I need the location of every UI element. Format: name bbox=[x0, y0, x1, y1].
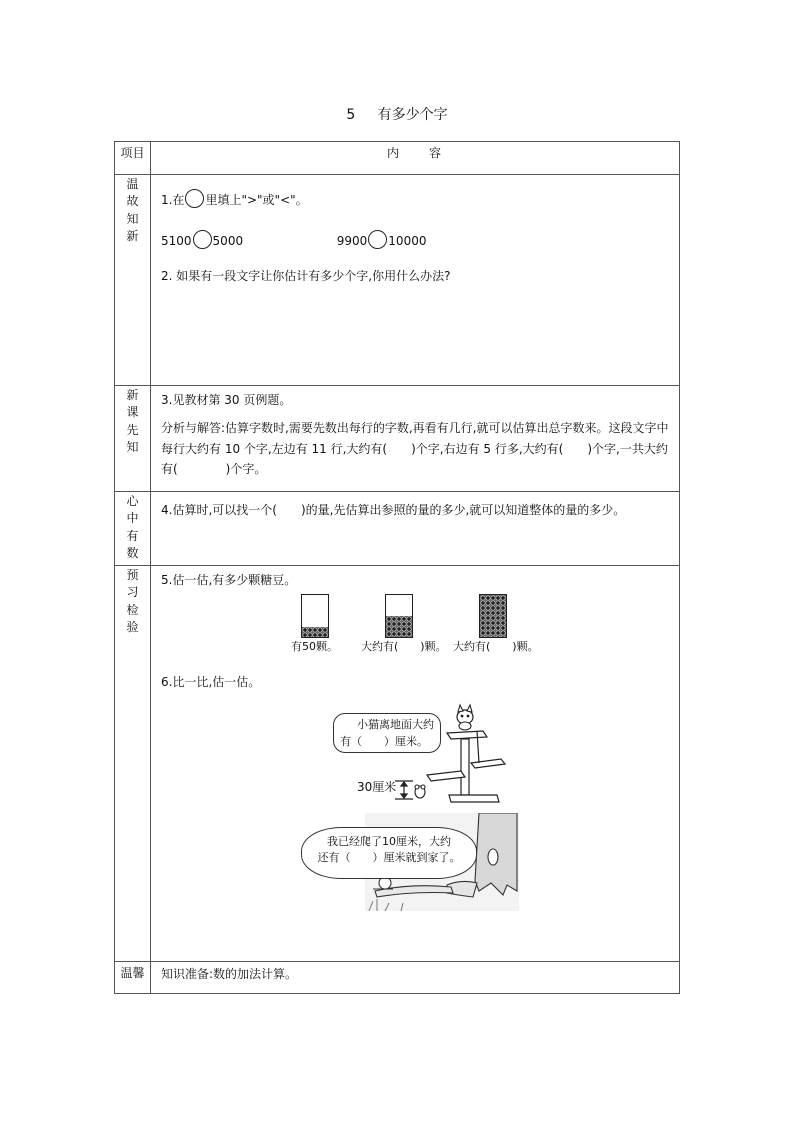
cat-speech-bubble: 小猫离地面大约 有（ ）厘米。 bbox=[333, 713, 441, 753]
section-tip bbox=[115, 962, 680, 994]
measure-label: 30厘米 bbox=[357, 779, 397, 794]
section-practice bbox=[115, 566, 680, 962]
jar-label: 大约有( )颗。 bbox=[453, 640, 539, 654]
question-5: 5.估一估,有多少颗糖豆。 bbox=[161, 573, 297, 587]
mouse-icon bbox=[415, 785, 425, 798]
measure-arrow-icon bbox=[395, 781, 413, 799]
section-label: 温故知新 bbox=[126, 177, 139, 244]
analysis-text: 分析与解答:估算字数时,需要先数出每行的字数,再看有几行,就可以估算出总字数来。这段文字中每行大约有 10 个字,左边有 11 行,大约有( )个字,右边有 5 行多,大约有( )个字,一共大约有( )个字。 bbox=[161, 421, 669, 477]
jar-icon bbox=[479, 594, 507, 638]
worksheet-table bbox=[114, 141, 680, 994]
compare-row bbox=[161, 230, 671, 251]
jar-label: 有50颗。 bbox=[291, 640, 338, 654]
compare-1-left: 5100 bbox=[161, 234, 192, 249]
section-label: 预习检验 bbox=[126, 568, 139, 635]
candy-jars bbox=[161, 594, 671, 664]
compare-2-right: 10000 bbox=[388, 234, 427, 249]
section-key-point bbox=[115, 492, 680, 566]
header-col-item: 项目 bbox=[115, 142, 151, 175]
header-col-content: 内 容 bbox=[151, 142, 680, 175]
section-label: 心中有数 bbox=[126, 494, 139, 561]
section-label: 温馨 bbox=[115, 962, 151, 994]
page-title-text: 有多少个字 bbox=[377, 107, 448, 123]
question-6: 6.比一比,估一估。 bbox=[161, 675, 261, 690]
answer-circle[interactable] bbox=[368, 230, 387, 249]
header-row bbox=[115, 142, 680, 175]
section-label: 新课先知 bbox=[126, 388, 139, 455]
snail-scene bbox=[161, 813, 671, 913]
jar-fill bbox=[386, 616, 412, 637]
question-4: 4.估算时,可以找一个( )的量,先估算出参照的量的多少,就可以知道整体的量的多少。 bbox=[161, 503, 626, 517]
page-number: 5 bbox=[346, 107, 356, 123]
tip-note: 知识准备:数的加法计算。 bbox=[161, 967, 298, 981]
compare-1-right: 5000 bbox=[212, 234, 244, 249]
jar-icon bbox=[301, 594, 329, 638]
answer-circle[interactable] bbox=[193, 230, 212, 249]
section-review bbox=[115, 175, 680, 386]
jar-fill bbox=[480, 595, 506, 637]
section-new-lesson bbox=[115, 386, 680, 492]
question-2: 2. 如果有一段文字让你估计有多少个字,你用什么办法? bbox=[161, 268, 451, 283]
jar-icon bbox=[385, 594, 413, 638]
question-3: 3.见教材第 30 页例题。 bbox=[161, 393, 292, 407]
question-1: 1.在 里填上">"或"<"。 bbox=[161, 189, 671, 210]
cat-icon bbox=[457, 705, 473, 730]
snail-speech-bubble: 我已经爬了10厘米，大约 还有（ ）厘米就到家了。 bbox=[301, 827, 477, 879]
jar-fill bbox=[302, 627, 328, 637]
compare-2-left: 9900 bbox=[336, 234, 368, 249]
compare-circle-icon bbox=[185, 189, 204, 208]
page-title bbox=[0, 104, 794, 124]
jar-label: 大约有( )颗。 bbox=[361, 640, 447, 654]
cat-tree-scene bbox=[161, 701, 671, 805]
